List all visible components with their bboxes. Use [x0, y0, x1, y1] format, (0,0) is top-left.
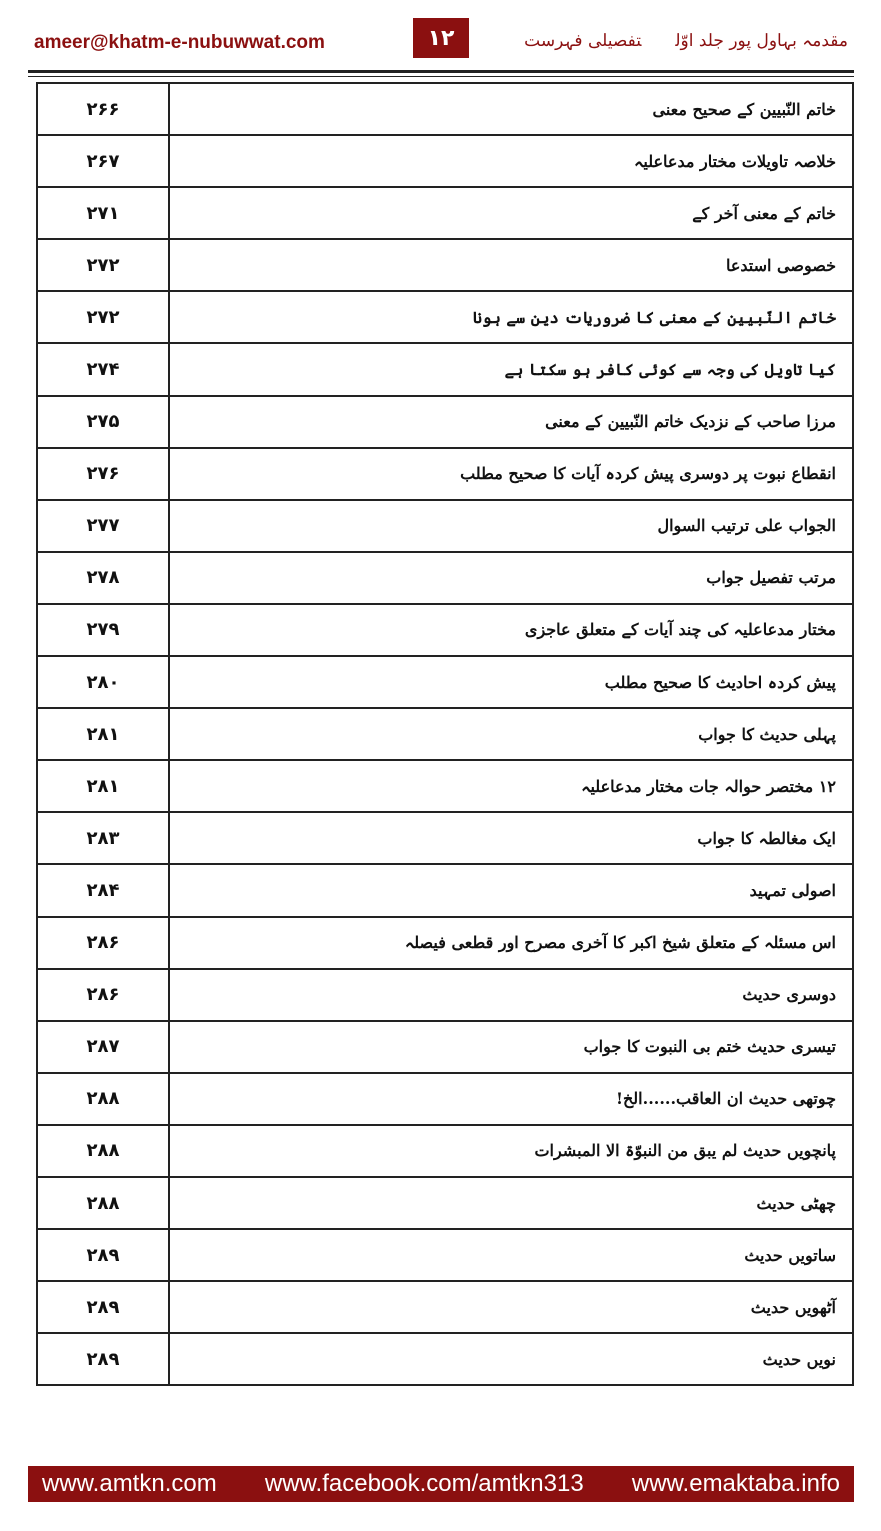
toc-row — [37, 343, 853, 395]
toc-page-number: ۲۸۱ — [37, 760, 169, 812]
toc-page-number: ۲۸۹ — [37, 1333, 169, 1385]
toc-page-number: ۲۷۷ — [37, 500, 169, 552]
toc-row — [37, 1281, 853, 1333]
toc-row — [37, 604, 853, 656]
toc-row — [37, 291, 853, 343]
toc-entry-title: تیسری حدیث ختم بی النبوت کا جواب — [169, 1021, 853, 1073]
toc-entry-title: چوتھی حدیث ان العاقب......الخ! — [169, 1073, 853, 1125]
toc-page-number: ۲۷۲ — [37, 239, 169, 291]
toc-page-number: ۲۶۷ — [37, 135, 169, 187]
toc-page-number: ۲۸۶ — [37, 969, 169, 1021]
section-title: تفصیلی فہرست — [524, 31, 642, 51]
toc-page-number: ۲۸۸ — [37, 1073, 169, 1125]
toc-page-number: ۲۷۶ — [37, 448, 169, 500]
page-number-badge: ۱۲ — [413, 18, 469, 58]
toc-entry-title: پہلی حدیث کا جواب — [169, 708, 853, 760]
toc-row — [37, 969, 853, 1021]
toc-page-number: ۲۷۱ — [37, 187, 169, 239]
header-rule-thick — [28, 70, 854, 73]
toc-row — [37, 760, 853, 812]
toc-row — [37, 396, 853, 448]
footer-link-emaktaba[interactable]: www.emaktaba.info — [631, 1470, 840, 1497]
toc-entry-title: نویں حدیث — [169, 1333, 853, 1385]
footer-link-facebook[interactable]: www.facebook.com/amtkn313 — [264, 1470, 584, 1497]
toc-entry-title: اصولی تمہید — [169, 864, 853, 916]
toc-page-number: ۲۷۹ — [37, 604, 169, 656]
toc-page-number: ۲۸۳ — [37, 812, 169, 864]
table-of-contents — [36, 82, 854, 1386]
toc-page-number: ۲۸۹ — [37, 1229, 169, 1281]
toc-row — [37, 917, 853, 969]
toc-page-number: ۲۷۵ — [37, 396, 169, 448]
toc-row — [37, 1333, 853, 1385]
toc-entry-title: خصوصی استدعا — [169, 239, 853, 291]
footer-link-amtkn[interactable]: www.amtkn.com — [42, 1470, 217, 1497]
toc-page-number: ۲۸۶ — [37, 917, 169, 969]
toc-row — [37, 1073, 853, 1125]
toc-page-number: ۲۷۴ — [37, 343, 169, 395]
toc-page-number: ۲۸۱ — [37, 708, 169, 760]
book-title: مقدمہ بہاول پور جلد اوّل — [675, 31, 848, 51]
toc-row — [37, 656, 853, 708]
toc-row — [37, 1229, 853, 1281]
toc-page-number: ۲۷۸ — [37, 552, 169, 604]
toc-entry-title: ۱۲ مختصر حوالہ جات مختار مدعاعلیہ — [169, 760, 853, 812]
toc-row — [37, 187, 853, 239]
toc-page-number: ۲۸۷ — [37, 1021, 169, 1073]
toc-page-number: ۲۸۴ — [37, 864, 169, 916]
toc-row — [37, 448, 853, 500]
toc-entry-title: چھٹی حدیث — [169, 1177, 853, 1229]
toc-row — [37, 1125, 853, 1177]
toc-entry-title: مرتب تفصیل جواب — [169, 552, 853, 604]
toc-entry-title: کیا تاویل کی وجہ سے کوئی کافر ہو سکتا ہے — [169, 343, 853, 395]
toc-entry-title: خلاصہ تاویلات مختار مدعاعلیہ — [169, 135, 853, 187]
toc-entry-title: پانچویں حدیث لم یبق من النبوّۃ الا المبشرات — [169, 1125, 853, 1177]
toc-page-number: ۲۷۲ — [37, 291, 169, 343]
toc-page-number: ۲۶۶ — [37, 83, 169, 135]
toc-row — [37, 708, 853, 760]
toc-row — [37, 552, 853, 604]
toc-row — [37, 812, 853, 864]
toc-page-number: ۲۸۸ — [37, 1125, 169, 1177]
running-title — [524, 30, 848, 51]
toc-entry-title: خاتم کے معنی آخر کے — [169, 187, 853, 239]
email-address: ameer@khatm-e-nubuwwat.com — [34, 32, 325, 53]
toc-page-number: ۲۸۹ — [37, 1281, 169, 1333]
toc-entry-title: خاتم النّبیین کے معنی کا ضروریات دین سے ہونا — [169, 291, 853, 343]
toc-entry-title: اس مسئلہ کے متعلق شیخ اکبر کا آخری مصرح اور قطعی فیصلہ — [169, 917, 853, 969]
toc-entry-title: ساتویں حدیث — [169, 1229, 853, 1281]
toc-entry-title: الجواب علی ترتیب السوال — [169, 500, 853, 552]
toc-row — [37, 239, 853, 291]
toc-entry-title: مرزا صاحب کے نزدیک خاتم النّبیین کے معنی — [169, 396, 853, 448]
toc-entry-title: انقطاع نبوت پر دوسری پیش کردہ آیات کا صحیح مطلب — [169, 448, 853, 500]
toc-entry-title: مختار مدعاعلیہ کی چند آیات کے متعلق عاجزی — [169, 604, 853, 656]
toc-row — [37, 83, 853, 135]
toc-entry-title: ایک مغالطہ کا جواب — [169, 812, 853, 864]
toc-row — [37, 500, 853, 552]
footer-bar — [28, 1466, 854, 1502]
toc-entry-title: آٹھویں حدیث — [169, 1281, 853, 1333]
toc-row — [37, 135, 853, 187]
toc-page-number: ۲۸۸ — [37, 1177, 169, 1229]
toc-page-number: ۲۸۰ — [37, 656, 169, 708]
toc-entry-title: خاتم النّبیین کے صحیح معنی — [169, 83, 853, 135]
header-rule-thin — [28, 76, 854, 77]
toc-row — [37, 1177, 853, 1229]
page-header — [28, 18, 854, 66]
toc-entry-title: دوسری حدیث — [169, 969, 853, 1021]
toc-row — [37, 864, 853, 916]
toc-row — [37, 1021, 853, 1073]
toc-entry-title: پیش کردہ احادیث کا صحیح مطلب — [169, 656, 853, 708]
